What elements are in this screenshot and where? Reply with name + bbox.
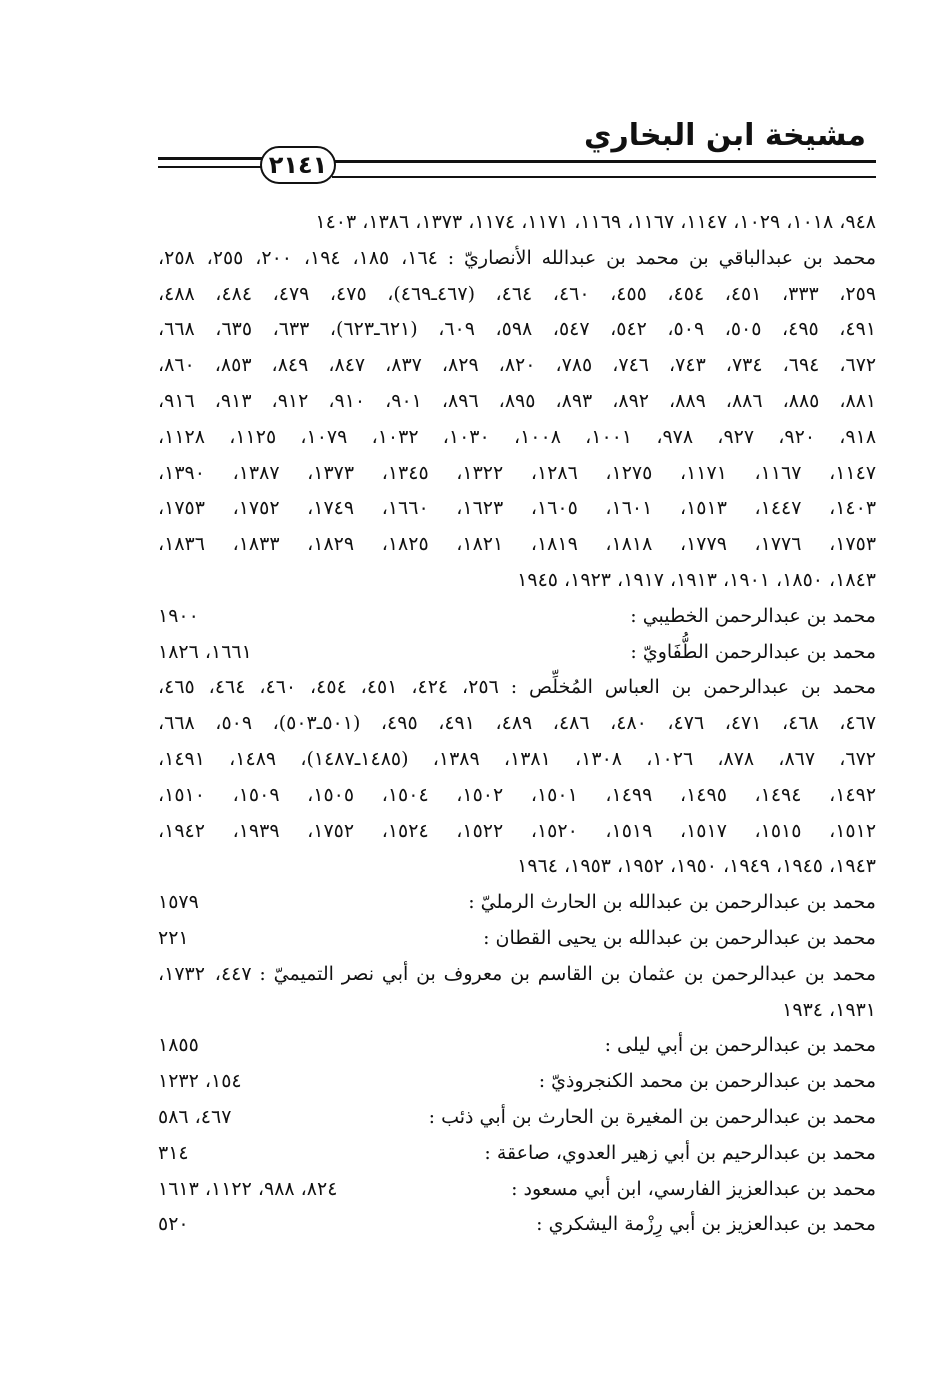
entry-references: ٢٢١ bbox=[158, 926, 189, 949]
entry-name: محمد بن عبدالعزيز بن أبي رِزْمة اليشكري : bbox=[536, 1213, 876, 1236]
entry-references: ١٥٧٩ bbox=[158, 891, 199, 914]
entry-references: ٢٥٦، ٤٢٤، ٤٥١، ٤٥٤، ٤٦٠، ٤٦٤، ٤٦٥، bbox=[158, 676, 499, 699]
entry-references: ٤٦٧، ٥٨٦ bbox=[158, 1105, 232, 1128]
index-entry bbox=[158, 1028, 876, 1064]
entry-references: ٣١٤ bbox=[158, 1141, 189, 1164]
entry-references: ١٦٦١، ١٨٢٦ bbox=[158, 640, 252, 663]
page-number: ٢١٤١ bbox=[260, 146, 336, 184]
entry-name: محمد بن عبدالرحمن بن المغيرة بن الحارث بن أبي ذئب : bbox=[428, 1105, 876, 1128]
entry-name: محمد بن عبدالرحمن الخطيبي : bbox=[630, 604, 876, 627]
continuation-line: ١٨٤٣، ١٨٥٠، ١٩٠١، ١٩١٣، ١٩١٧، ١٩٢٣، ١٩٤٥ bbox=[517, 568, 876, 591]
continuation-line: ١٤٩٢، ١٤٩٤، ١٤٩٥، ١٤٩٩، ١٥٠١، ١٥٠٢، ١٥٠٤، ١٥٠٥، ١٥٠٩، ١٥١٠، bbox=[158, 783, 877, 806]
continuation-line: ١٥١٢، ١٥١٥، ١٥١٧، ١٥١٩، ١٥٢٠، ١٥٢٢، ١٥٢٤، ١٧٥٢، ١٩٣٩، ١٩٤٢، bbox=[158, 819, 877, 842]
entry-references: ١٩٠٠ bbox=[158, 604, 199, 627]
continuation-line: ١٩٤٣، ١٩٤٥، ١٩٤٩، ١٩٥٠، ١٩٥٢، ١٩٥٣، ١٩٦٤ bbox=[517, 855, 876, 878]
entry-name: محمد بن عبدالرحمن بن محمد الكنجروذيّ : bbox=[538, 1070, 876, 1093]
entry-references: ٤٤٧، ١٧٣٢، bbox=[158, 962, 252, 985]
index-entry bbox=[158, 921, 876, 957]
header-rule-right-bottom bbox=[332, 176, 876, 178]
entry-name: محمد بن عبدالرحيم بن أبي زهير العدوي، صاعقة : bbox=[484, 1141, 876, 1164]
index-entry bbox=[158, 599, 876, 635]
entry-references: ٨٢٤، ٩٨٨، ١١٢٢، ١٦١٣ bbox=[158, 1177, 338, 1200]
index-entry bbox=[158, 1172, 876, 1208]
index-entry bbox=[158, 1207, 876, 1243]
continuation-line: ٤٦٧، ٤٦٨، ٤٧١، ٤٧٦، ٤٨٠، ٤٨٦، ٤٨٩، ٤٩١، ٤٩٥، (٥٠١ـ٥٠٣)، ٥٠٩، ٦٦٨، bbox=[158, 712, 877, 735]
continuation-line: ١١٤٧، ١١٦٧، ١١٧١، ١٢٧٥، ١٢٨٦، ١٣٢٢، ١٣٤٥، ١٣٧٣، ١٣٨٧، ١٣٩٠، bbox=[158, 461, 877, 484]
continuation-line: ١٩٣١، ١٩٣٤ bbox=[782, 998, 876, 1021]
continuation-line: ٤٩١، ٤٩٥، ٥٠٥، ٥٠٩، ٥٤٢، ٥٤٧، ٥٩٨، ٦٠٩، (٦٢١ـ٦٢٣)، ٦٣٣، ٦٣٥، ٦٦٨، bbox=[158, 318, 877, 341]
page-header bbox=[0, 0, 946, 200]
index-entry bbox=[158, 885, 876, 921]
entry-name: محمد بن عبدالرحمن الطُّفَاويّ : bbox=[630, 640, 876, 663]
entry-references: ١٥٤، ١٢٣٢ bbox=[158, 1070, 242, 1093]
continuation-line: ٨٨١، ٨٨٥، ٨٨٦، ٨٨٩، ٨٩٢، ٨٩٣، ٨٩٥، ٨٩٦، ٩٠١، ٩١٠، ٩١٢، ٩١٣، ٩١٦، bbox=[158, 389, 877, 412]
continuation-line: ٢٥٩، ٣٣٣، ٤٥١، ٤٥٤، ٤٥٥، ٤٦٠، ٤٦٤، (٤٦٧ـ٤٦٩)، ٤٧٥، ٤٧٩، ٤٨٤، ٤٨٨، bbox=[158, 282, 877, 305]
index-entry bbox=[158, 1136, 876, 1172]
entry-name: محمد بن عبدالعزيز الفارسي، ابن أبي مسعود : bbox=[511, 1177, 876, 1200]
entry-references: ٥٢٠ bbox=[158, 1213, 189, 1236]
entry-name: محمد بن عبدالرحمن بن عبدالله بن يحيى القطان : bbox=[483, 926, 876, 949]
header-rule-left-top bbox=[158, 157, 262, 160]
continuation-line: ١٧٥٣، ١٧٧٦، ١٧٧٩، ١٨١٨، ١٨١٩، ١٨٢١، ١٨٢٥، ١٨٢٩، ١٨٣٣، ١٨٣٦، bbox=[158, 533, 877, 556]
index-entry bbox=[158, 635, 876, 671]
entry-name: محمد بن عبدالباقي بن محمد بن عبدالله الأنصاريّ : bbox=[447, 246, 876, 269]
entry-name: محمد بن عبدالرحمن بن أبي ليلى : bbox=[604, 1034, 876, 1057]
entry-name: محمد بن عبدالرحمن بن عثمان بن القاسم بن معروف بن أبي نصر التميميّ : bbox=[259, 962, 876, 985]
continuation-line: ٩١٨، ٩٢٠، ٩٢٧، ٩٧٨، ١٠٠١، ١٠٠٨، ١٠٣٠، ١٠٣٢، ١٠٧٩، ١١٢٥، ١١٢٨، bbox=[158, 425, 877, 448]
header-rule-left-bottom bbox=[158, 166, 262, 168]
index-entry bbox=[158, 670, 876, 706]
index-entry bbox=[158, 241, 876, 277]
entry-name: محمد بن عبدالرحمن بن العباس المُخلِّص : bbox=[510, 676, 877, 699]
continuation-line: ١٤٠٣، ١٤٤٧، ١٥١٣، ١٦٠١، ١٦٠٥، ١٦٢٣، ١٦٦٠، ١٧٤٩، ١٧٥٢، ١٧٥٣، bbox=[158, 497, 877, 520]
header-rule-right-top bbox=[332, 160, 876, 163]
index-content bbox=[158, 205, 876, 1243]
book-title: مشيخة ابن البخاري bbox=[583, 118, 866, 153]
continuation-line: ٩٤٨، ١٠١٨، ١٠٢٩، ١١٤٧، ١١٦٧، ١١٦٩، ١١٧١، ١١٧٤، ١٣٧٣، ١٣٨٦، ١٤٠٣ bbox=[315, 211, 876, 233]
entry-references: ١٨٥٥ bbox=[158, 1034, 199, 1057]
continuation-line: ٦٧٢، ٦٩٤، ٧٣٤، ٧٤٣، ٧٤٦، ٧٨٥، ٨٢٠، ٨٢٩، ٨٣٧، ٨٤٧، ٨٤٩، ٨٥٣، ٨٦٠، bbox=[158, 354, 877, 377]
entry-references: ١٦٤، ١٨٥، ١٩٤، ٢٠٠، ٢٥٥، ٢٥٨، bbox=[158, 246, 438, 269]
index-entry bbox=[158, 1100, 876, 1136]
index-entry bbox=[158, 1064, 876, 1100]
continuation-line: ٦٧٢، ٨٦٧، ٨٧٨، ١٠٢٦، ١٣٠٨، ١٣٨١، ١٣٨٩، (١٤٨٥ـ١٤٨٧)، ١٤٨٩، ١٤٩١، bbox=[158, 747, 877, 770]
entry-name: محمد بن عبدالرحمن بن عبدالله بن الحارث الرمليّ : bbox=[468, 891, 876, 914]
index-entry bbox=[158, 957, 876, 993]
